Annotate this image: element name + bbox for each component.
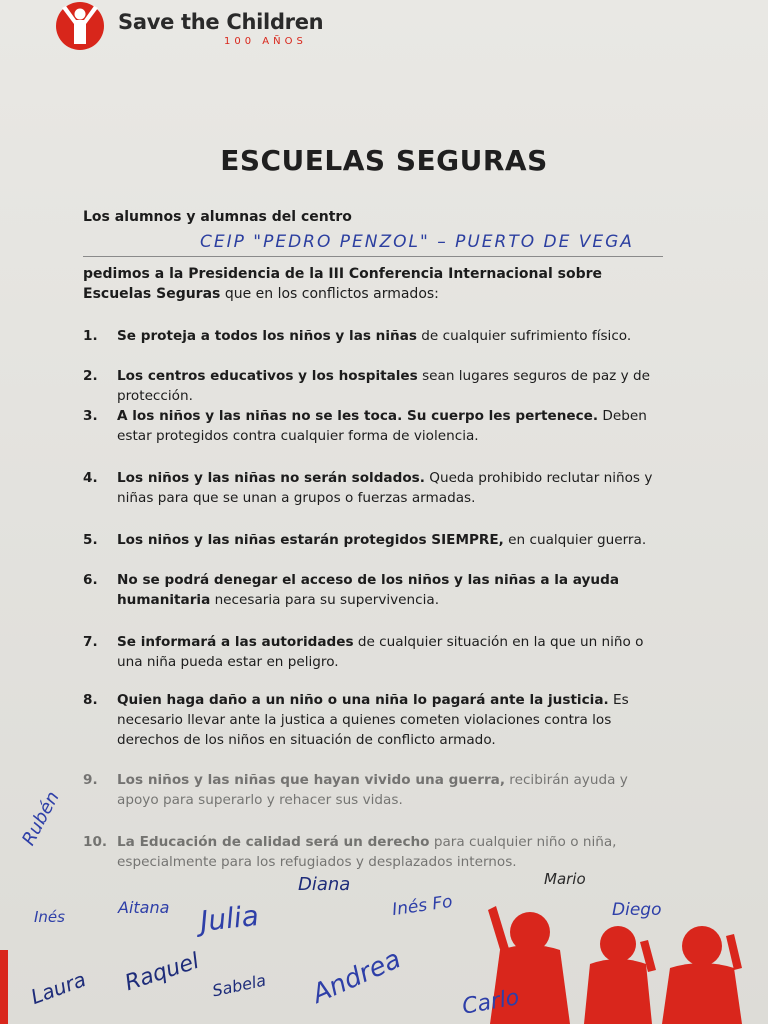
item-bold: Los niños y las niñas estarán protegidos SIEMPRE, — [117, 532, 504, 548]
item-text — [117, 832, 673, 872]
intro-text: Los alumnos y alumnas del centro — [83, 209, 352, 225]
item-bold: Quien haga daño a un niño o una niña lo pagará ante la justicia. — [117, 692, 609, 708]
signature: Inés — [34, 908, 65, 926]
signature: Diana — [298, 874, 351, 895]
item-number: 1. — [83, 328, 98, 344]
org-subtitle: 100 AÑOS — [224, 36, 307, 47]
underline-divider — [83, 256, 663, 257]
signature: Laura — [27, 967, 89, 1009]
school-name-handwritten: CEIP "PEDRO PENZOL" – PUERTO DE VEGA — [200, 232, 634, 252]
item-bold: Se proteja a todos los niños y las niñas — [117, 328, 417, 344]
item-rest: necesaria para su supervivencia. — [210, 592, 440, 608]
signature: Carlo — [460, 985, 522, 1020]
item-text — [117, 406, 673, 446]
item-rest: para cualquier niño o niña, especialmente para los refugiados y desplazados internos. — [117, 834, 617, 870]
item-text — [117, 326, 673, 346]
item-rest: Deben estar protegidos contra cualquier forma de violencia. — [117, 408, 647, 444]
signature: Julia — [198, 899, 261, 938]
item-bold: Se informará a las autoridades — [117, 634, 354, 650]
signature: Andrea — [307, 944, 406, 1010]
child-figure-logo-icon — [54, 0, 110, 52]
item-bold: La Educación de calidad será un derecho — [117, 834, 430, 850]
item-bold: No se podrá denegar el acceso de los niños y las niñas a la ayuda humanitaria — [117, 572, 619, 608]
item-rest: Es necesario llevar ante la justica a quienes cometen violaciones contra los derechos de los niños en situación de conflicto armado. — [117, 692, 629, 748]
signature: Inés Fo — [390, 891, 454, 921]
item-text — [117, 632, 673, 672]
item-rest: sean lugares seguros de paz y de protección. — [117, 368, 650, 404]
org-logo — [54, 0, 354, 52]
item-number: 5. — [83, 532, 98, 548]
item-rest: recibirán ayuda y apoyo para superarlo y rehacer sus vidas. — [117, 772, 628, 808]
item-number: 9. — [83, 772, 98, 788]
item-rest: de cualquier sufrimiento físico. — [416, 328, 632, 344]
item-rest: en cualquier guerra. — [503, 532, 647, 548]
org-name: Save the Children — [118, 10, 324, 34]
item-text — [117, 366, 673, 406]
item-text — [117, 690, 673, 750]
red-edge-decoration — [0, 950, 8, 1024]
request-plain: que en los conflictos armados: — [220, 286, 439, 302]
item-number: 7. — [83, 634, 98, 650]
signature: Diego — [612, 900, 662, 920]
signature: Sabela — [210, 970, 268, 1001]
signature: Mario — [544, 870, 586, 888]
item-number: 2. — [83, 368, 98, 384]
item-bold: A los niños y las niñas no se les toca. Su cuerpo les pertenece. — [117, 408, 599, 424]
item-rest: Queda prohibido reclutar niños y niñas para que se unan a grupos o fuerzas armadas. — [117, 470, 653, 506]
request-paragraph — [83, 264, 673, 304]
page-title: ESCUELAS SEGURAS — [220, 144, 548, 177]
item-number: 6. — [83, 572, 98, 588]
item-text — [117, 570, 673, 610]
item-number: 3. — [83, 408, 98, 424]
request-bold: pedimos a la Presidencia de la III Conferencia Internacional sobre Escuelas Seguras — [83, 266, 602, 302]
item-number: 10. — [83, 834, 108, 850]
item-bold: Los niños y las niñas no serán soldados. — [117, 470, 425, 486]
item-text — [117, 530, 673, 550]
item-bold: Los niños y las niñas que hayan vivido una guerra, — [117, 772, 505, 788]
item-bold: Los centros educativos y los hospitales — [117, 368, 418, 384]
item-number: 4. — [83, 470, 98, 486]
item-text — [117, 468, 673, 508]
item-text — [117, 770, 673, 810]
item-number: 8. — [83, 692, 98, 708]
signature: Aitana — [118, 898, 170, 917]
signature: Raquel — [122, 948, 203, 997]
signature: Rubén — [18, 788, 64, 849]
item-rest: de cualquier situación en la que un niño o una niña pueda estar en peligro. — [117, 634, 644, 670]
